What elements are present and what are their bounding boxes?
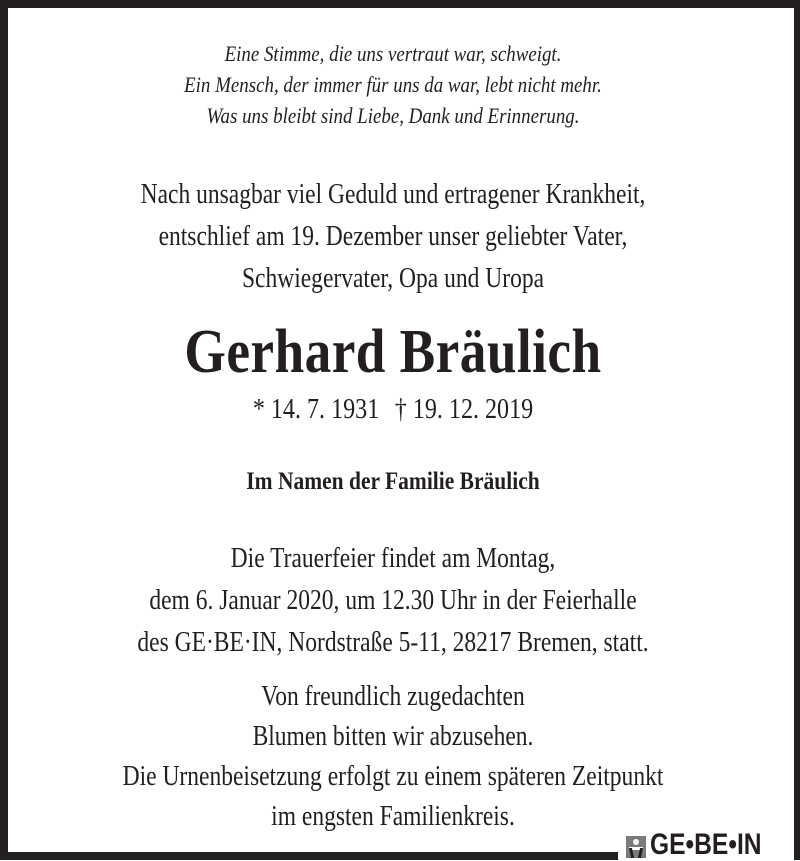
gebein-figure-icon bbox=[626, 836, 646, 858]
closing-block bbox=[63, 677, 723, 837]
gebein-logo bbox=[618, 830, 794, 860]
ceremony-line: Die Trauerfeier findet am Montag, bbox=[230, 543, 556, 574]
closing-line: Die Urnenbeisetzung erfolgt zu einem späteren Zeitpunkt bbox=[122, 761, 664, 792]
intro-line: Nach unsagbar viel Geduld und ertragener Krankheit, bbox=[140, 179, 646, 210]
verse-line: Was uns bleibt sind Liebe, Dank und Erinnerung. bbox=[206, 103, 580, 128]
life-dates bbox=[55, 390, 731, 430]
ceremony-line: dem 6. Januar 2020, um 12.30 Uhr in der Feierhalle bbox=[149, 585, 637, 616]
verse-line: Eine Stimme, die uns vertraut war, schweigt. bbox=[224, 41, 562, 66]
closing-line: im engsten Familienkreis. bbox=[271, 801, 515, 832]
closing-line: Blumen bitten wir abzusehen. bbox=[252, 721, 534, 752]
closing-line: Von freundlich zugedachten bbox=[261, 681, 525, 712]
intro-block bbox=[63, 174, 723, 300]
family-signature: Im Namen der Familie Bräulich bbox=[246, 468, 540, 495]
ceremony-block bbox=[63, 538, 723, 664]
birth-date: * 14. 7. 1931 bbox=[252, 394, 380, 425]
verse-block bbox=[55, 38, 731, 131]
verse-line: Ein Mensch, der immer für uns da war, lebt nicht mehr. bbox=[184, 72, 602, 97]
death-date: † 19. 12. 2019 bbox=[394, 394, 534, 425]
ceremony-line: des GE·BE·IN, Nordstraße 5-11, 28217 Bremen, statt. bbox=[137, 627, 649, 658]
deceased-name: Gerhard Bräulich bbox=[184, 318, 602, 386]
intro-line: Schwiegervater, Opa und Uropa bbox=[241, 263, 545, 294]
logo-text: GE•BE•IN bbox=[650, 828, 762, 861]
intro-line: entschlief am 19. Dezember unser geliebter Vater, bbox=[158, 221, 628, 252]
